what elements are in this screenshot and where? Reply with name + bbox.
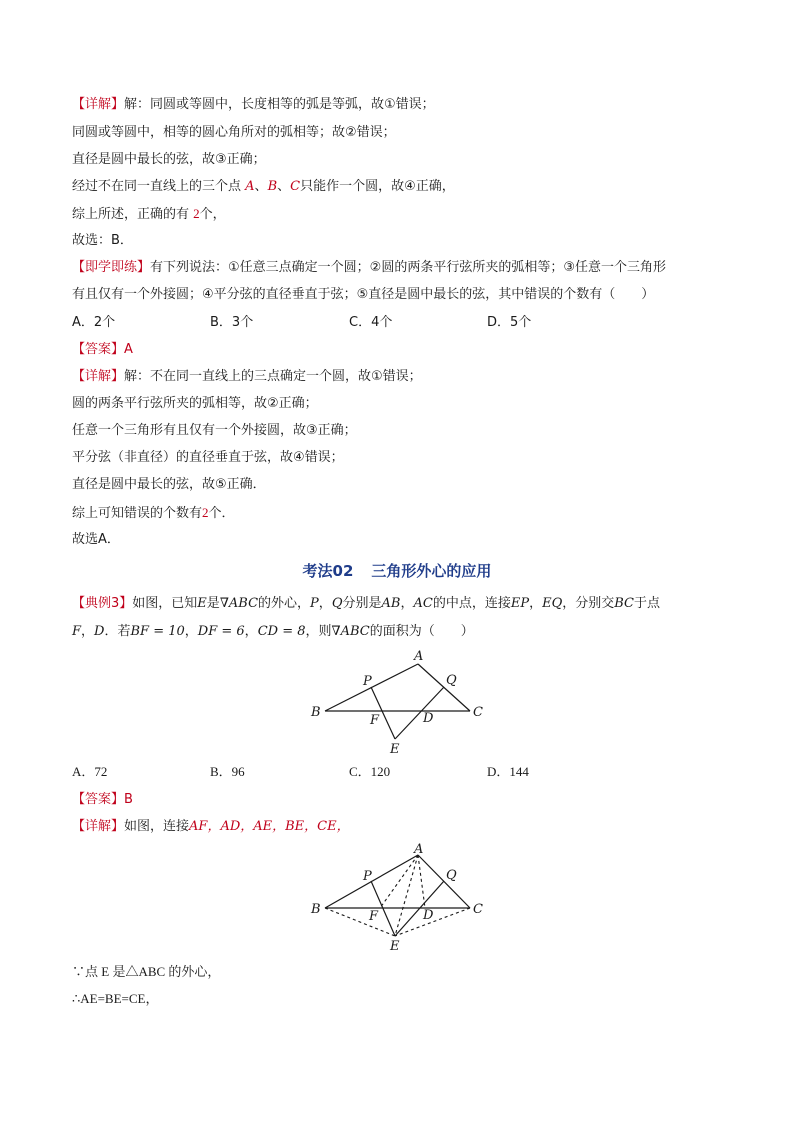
segments-list: AF，AD，AE，BE，CE， xyxy=(189,819,350,834)
var-p: P xyxy=(310,596,319,611)
section-heading xyxy=(0,560,794,582)
text: 、 xyxy=(254,179,268,194)
point-b: B xyxy=(267,179,278,194)
option-b: B．96 xyxy=(210,764,245,779)
seg-ab: AB xyxy=(381,596,401,611)
label-a: A xyxy=(414,842,424,857)
text: 是 xyxy=(206,596,220,611)
detail-line-1 xyxy=(72,95,435,115)
text: 分别是 xyxy=(342,596,382,611)
label-c: C xyxy=(473,705,483,720)
detail-line-2: 同圆或等圆中，相等的圆心角所对的弧相等；故②错误； xyxy=(72,125,396,140)
text: ，则 xyxy=(305,624,332,639)
text: 综上可知错误的个数有 xyxy=(72,506,203,521)
label-q: Q xyxy=(446,868,457,883)
option-a: A．2个 xyxy=(72,315,116,330)
var-f: F xyxy=(72,624,82,639)
triangle-figure-1 xyxy=(300,645,500,760)
segment-eq xyxy=(395,687,444,739)
eq-df: DF = 6 xyxy=(197,624,245,639)
text: ， xyxy=(81,624,95,639)
example-question-line-1 xyxy=(72,594,660,614)
example-answer xyxy=(72,790,133,810)
label-q: Q xyxy=(446,673,457,688)
because-line: ∵点 E 是△ABC 的外心， xyxy=(72,964,221,979)
text: 如图，连接 xyxy=(124,819,190,834)
example-tag: 【典例3】 xyxy=(72,596,133,611)
label-d: D xyxy=(423,908,434,923)
therefore-line: ∴AE=BE=CE， xyxy=(72,991,159,1006)
practice-answer xyxy=(72,340,133,360)
dashed-segment-af xyxy=(380,855,418,908)
option-c: C．4个 xyxy=(349,315,393,330)
detail-line-3: 直径是圆中最长的弦，故③正确； xyxy=(72,152,266,167)
label-d: D xyxy=(423,711,434,726)
detail-tag: 【详解】 xyxy=(72,369,125,384)
detail-text: 解：同圆或等圆中，长度相等的弧是等弧，故①错误； xyxy=(124,97,435,112)
label-f: F xyxy=(370,713,380,728)
text: 只能作一个圆，故④正确， xyxy=(300,179,455,194)
label-b: B xyxy=(311,902,321,917)
count-number: 2 xyxy=(202,505,209,520)
detail-tag: 【详解】 xyxy=(72,97,125,112)
answer-value: B xyxy=(124,792,133,807)
text: ，分别交 xyxy=(562,596,615,611)
text: 综上所述，正确的有 xyxy=(72,207,190,222)
detail-tag: 【详解】 xyxy=(72,819,125,834)
text: ．若 xyxy=(104,624,131,639)
var-d: D xyxy=(94,624,105,639)
point-a: A xyxy=(245,179,255,194)
label-e: E xyxy=(390,742,400,757)
option-d: D．144 xyxy=(487,764,529,779)
text: ， xyxy=(184,624,198,639)
triangle-figure-2 xyxy=(300,840,500,955)
detail-text: 解：不在同一直线上的三点确定一个圆，故①错误； xyxy=(124,369,422,384)
answer-value: A xyxy=(124,342,133,357)
text: ， xyxy=(318,596,332,611)
answer-tag: 【答案】 xyxy=(72,342,125,357)
var-e: E xyxy=(197,596,207,611)
detail-line-6: 故选：B． xyxy=(72,233,133,248)
detail-line-4 xyxy=(72,177,455,197)
triangle-abc: ∇ABC xyxy=(331,624,370,639)
count-number: 2 xyxy=(193,206,200,221)
seg-ep: EP xyxy=(510,596,530,611)
seg-ac: AC xyxy=(413,596,433,611)
practice-tag: 【即学即练】 xyxy=(72,260,151,275)
text: 、 xyxy=(277,179,291,194)
dashed-segment-ad xyxy=(418,855,425,908)
eq-cd: CD = 8 xyxy=(257,624,306,639)
text: 于点 xyxy=(634,596,661,611)
practice-text: 有下列说法：①任意三点确定一个圆；②圆的两条平行弦所夹的弧相等；③任意一个三角形 xyxy=(150,260,666,275)
text: ， xyxy=(529,596,543,611)
point-c: C xyxy=(290,179,301,194)
section-title: 三角形外心的应用 xyxy=(371,562,492,580)
label-a: A xyxy=(414,649,424,664)
text: ， xyxy=(400,596,414,611)
eq-bf: BF = 10 xyxy=(130,624,185,639)
label-p: P xyxy=(363,674,372,689)
example-question-line-2 xyxy=(72,622,474,642)
practice-detail-3: 任意一个三角形有且仅有一个外接圆，故③正确； xyxy=(72,423,357,438)
example-detail-line xyxy=(72,817,350,837)
text: 经过不在同一直线上的三个点 xyxy=(72,179,242,194)
option-a: A．72 xyxy=(72,764,108,779)
practice-question-line-1 xyxy=(72,258,666,278)
practice-detail-2: 圆的两条平行弦所夹的弧相等，故②正确； xyxy=(72,396,318,411)
section-label: 考法02 xyxy=(302,562,354,580)
option-c: C．120 xyxy=(349,764,391,779)
label-e: E xyxy=(390,939,400,954)
seg-bc: BC xyxy=(614,596,635,611)
label-c: C xyxy=(473,902,483,917)
practice-detail-7: 故选A． xyxy=(72,532,120,547)
practice-detail-4: 平分弦（非直径）的直径垂直于弦，故④错误； xyxy=(72,450,344,465)
text: 如图，已知 xyxy=(132,596,198,611)
practice-detail-6 xyxy=(72,503,235,524)
text: 的外心， xyxy=(258,596,311,611)
answer-tag: 【答案】 xyxy=(72,792,125,807)
label-f: F xyxy=(369,909,379,924)
label-p: P xyxy=(363,869,372,884)
seg-eq: EQ xyxy=(542,596,563,611)
practice-detail-5: 直径是圆中最长的弦，故⑤正确． xyxy=(72,477,266,492)
practice-detail-1 xyxy=(72,367,422,387)
label-b: B xyxy=(311,705,321,720)
practice-question-line-2: 有且仅有一个外接圆；④平分弦的直径垂直于弦；⑤直径是圆中最长的弦，其中错误的个数有（ ） xyxy=(72,287,655,302)
text: 的中点，连接 xyxy=(432,596,511,611)
var-q: Q xyxy=(331,596,343,611)
option-d: D．5个 xyxy=(487,315,532,330)
text: ， xyxy=(244,624,258,639)
text: 个， xyxy=(199,207,226,222)
option-b: B．3个 xyxy=(210,315,254,330)
text: 个． xyxy=(208,506,235,521)
detail-line-5 xyxy=(72,204,226,225)
triangle-abc: ∇ABC xyxy=(219,596,259,611)
text: 的面积为（ ） xyxy=(369,624,474,639)
